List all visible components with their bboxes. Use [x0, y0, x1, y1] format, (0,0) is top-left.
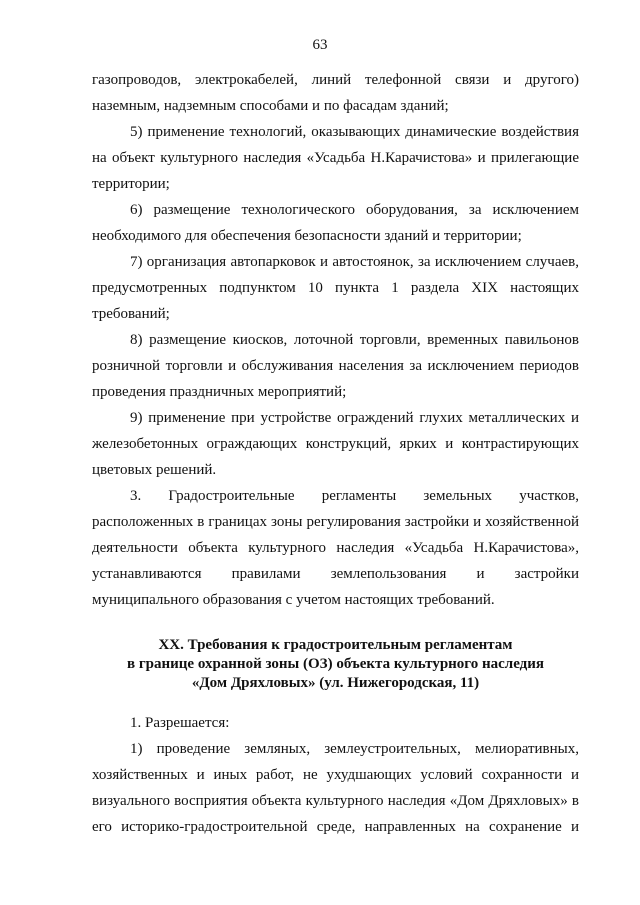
section-heading-line-1: XX. Требования к градостроительным регламентам [158, 637, 513, 653]
section-heading-line-2: в границе охранной зоны (ОЗ) объекта культурного наследия [126, 656, 545, 672]
paragraph-point-1: 1. Разрешается: [130, 715, 230, 731]
paragraph-point-3: 3. Градостроительные регламенты земельных участков, расположенных в границах зоны регулирования застройки и хозяйственной деятельности объекта культурного наследия «Усадьба Н.Карачистова», устанавливаются правилами землепользования и застройки муниципального образования с учетом настоящих требований. [92, 488, 579, 608]
paragraph-item-9: 9) применение при устройстве ограждений глухих металлических и железобетонных ограждающих конструкций, ярких и контрастирующих цветовых решений. [92, 410, 579, 478]
section-heading-line-3: «Дом Дряхловых» (ул. Нижегородская, 11) [191, 675, 480, 691]
paragraph-item-6: 6) размещение технологического оборудования, за исключением необходимого для обеспечения безопасности зданий и территории; [92, 202, 579, 244]
page-number: 63 [312, 37, 328, 53]
paragraph-item-8: 8) размещение киосков, лоточной торговли, временных павильонов розничной торговли и обслуживания населения за исключением периодов проведения праздничных мероприятий; [92, 332, 579, 400]
paragraph-subitem-1: 1) проведение земляных, землеустроительных, мелиоративных, хозяйственных и иных работ, не ухудшающих условий сохранности и визуального восприятия объекта культурного наследия «Дом Дряхловых» в его историко-градостроительной среде, направленных на сохранение и [92, 741, 579, 835]
paragraph-item-5: 5) применение технологий, оказывающих динамические воздействия на объект культурного наследия «Усадьба Н.Карачистова» и прилегающие территории; [92, 124, 579, 192]
paragraph-continuation: газопроводов, электрокабелей, линий телефонной связи и другого) наземным, надземным способами и по фасадам зданий; [92, 72, 579, 114]
paragraph-item-7: 7) организация автопарковок и автостоянок, за исключением случаев, предусмотренных подпунктом 10 пункта 1 раздела XIX настоящих требований; [92, 254, 579, 322]
document-body [92, 67, 579, 840]
section-heading [92, 636, 579, 693]
